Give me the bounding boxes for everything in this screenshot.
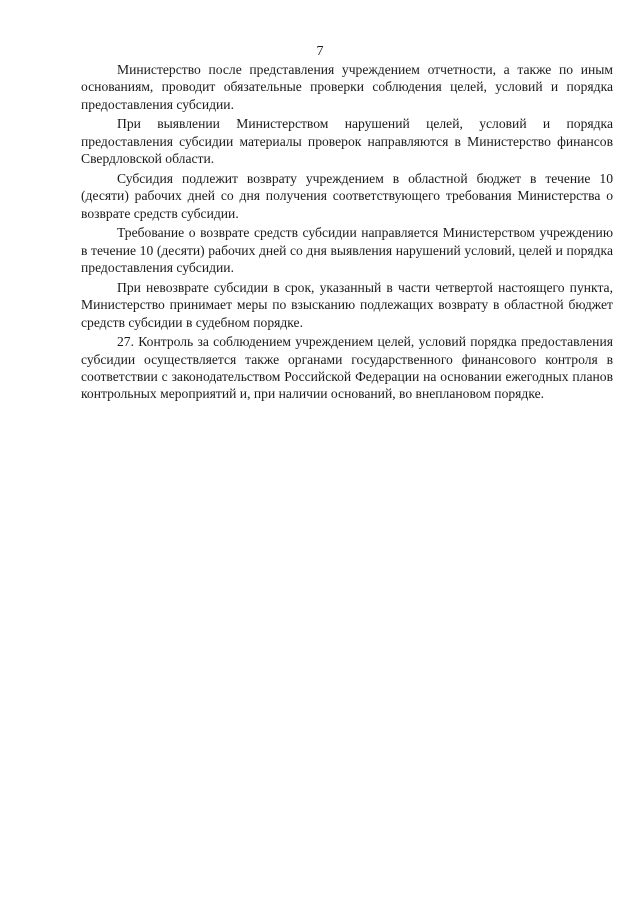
paragraph-refund-demand: Требование о возврате средств субсидии направляется Министерством учреждению в течение 10 (десяти) рабочих дней со дня выявления нарушений условий, целей и порядка предоставления субсидии. (81, 225, 613, 276)
paragraph-violations: При выявлении Министерством нарушений целей, условий и порядка предоставления субсидии материалы проверок направляются в Министерство финансов Свердловской области. (81, 116, 613, 167)
paragraph-non-refund: При невозврате субсидии в срок, указанный в части четвертой настоящего пункта, Министерство принимает меры по взысканию подлежащих возврату в областной бюджет средств субсидии в судебном порядке. (81, 279, 613, 330)
paragraph-control-27: 27. Контроль за соблюдением учреждением целей, условий порядка предоставления субсидии осуществляется также органами государственного финансового контроля в соответствии с законодательством Российской Федерации на основании ежегодных планов контрольных мероприятий и, при наличии оснований, во внеплановом порядке. (81, 334, 613, 402)
page-number: 7 (316, 44, 324, 59)
paragraph-refund-deadline: Субсидия подлежит возврату учреждением в областной бюджет в течение 10 (десяти) рабочих дней со дня получения соответствующего требования Министерства о возврате средств субсидии. (81, 170, 613, 221)
paragraph-inspections: Министерство после представления учреждением отчетности, а также по иным основаниям, проводит обязательные проверки соблюдения целей, условий и порядка предоставления субсидии. (81, 62, 613, 112)
document-body (81, 61, 613, 405)
